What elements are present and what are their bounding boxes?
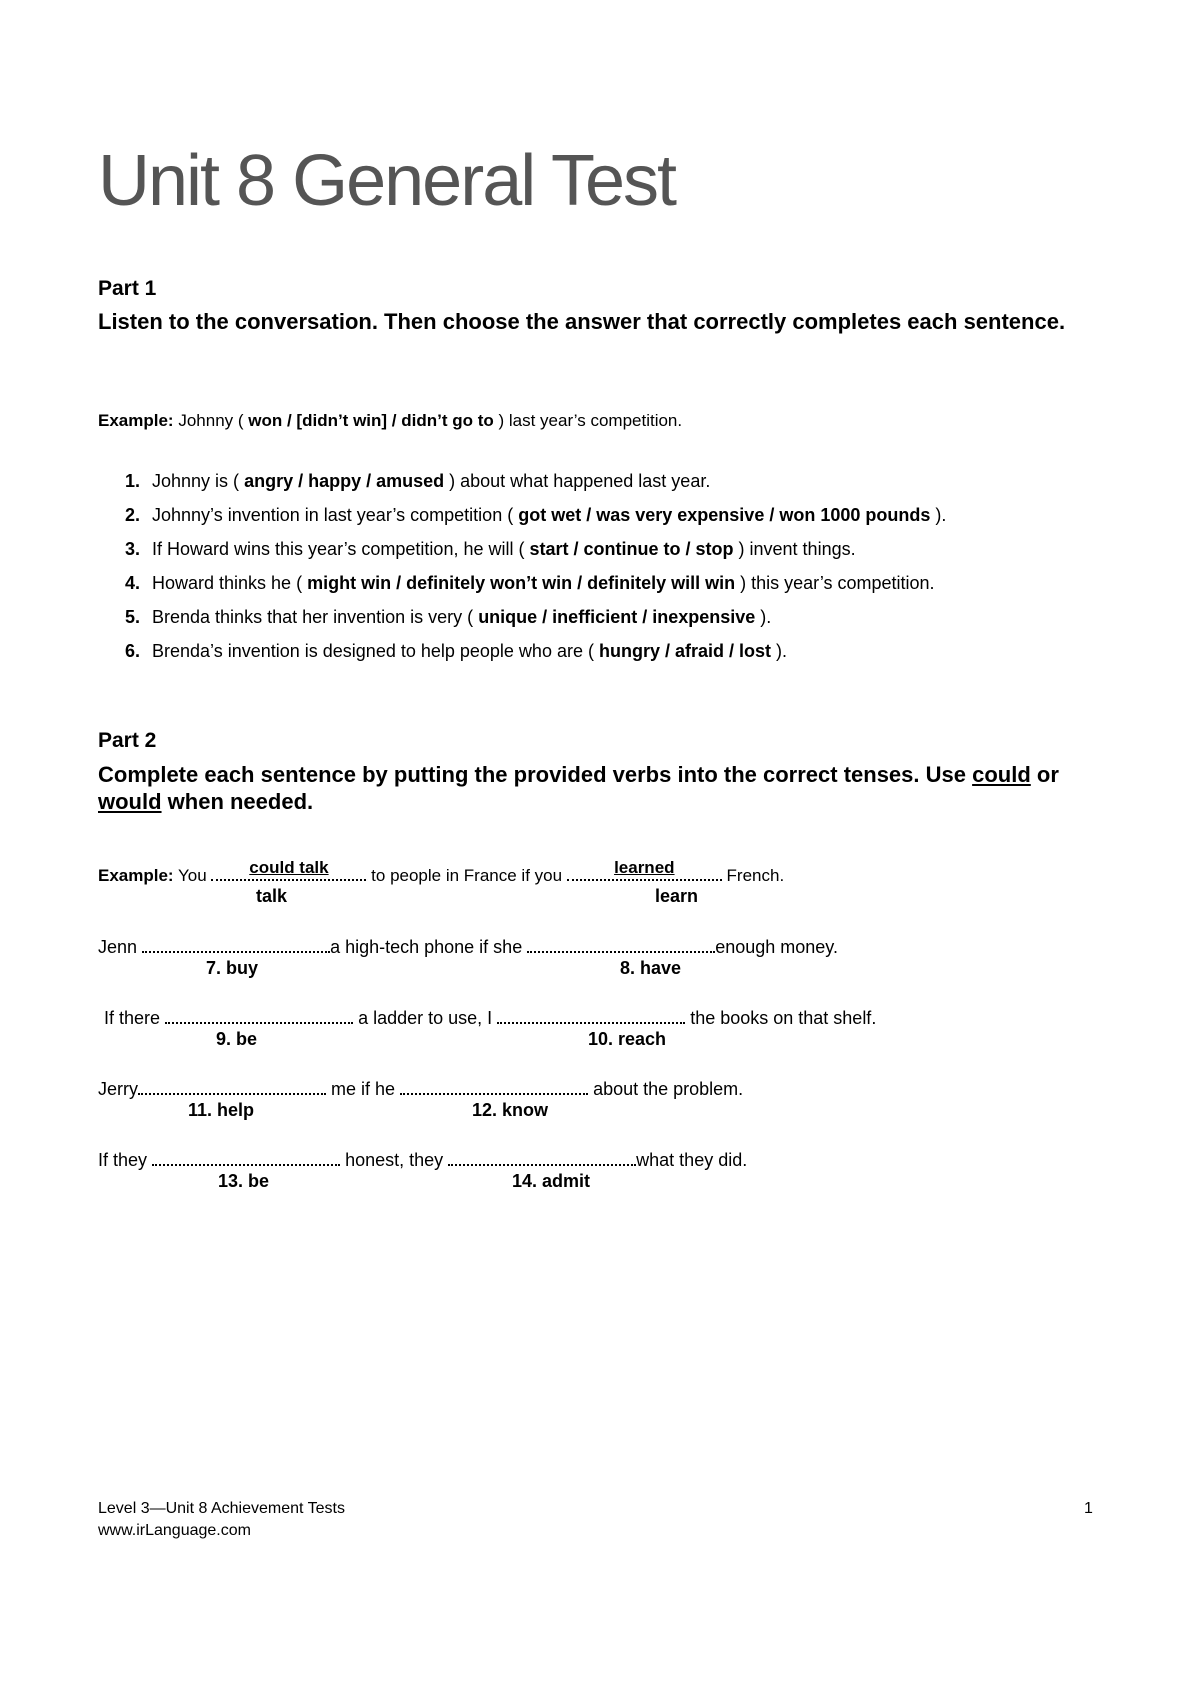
verb-hint: 12. know — [472, 1100, 549, 1120]
item-pre: Howard thinks he ( — [152, 573, 303, 593]
part1-example — [98, 411, 682, 431]
verb-hint: 9. be — [216, 1029, 258, 1049]
page-title: Unit 8 General Test — [98, 141, 675, 221]
sentence-text: Jerry — [98, 1079, 138, 1099]
part2-example — [98, 858, 785, 886]
item-number: 2. — [125, 505, 141, 525]
sentence-text: what they did. — [636, 1150, 748, 1170]
item-post: ) invent things. — [738, 539, 856, 559]
item-pre: Brenda thinks that her invention is very ( — [152, 607, 474, 627]
instruction-could: could — [972, 762, 1031, 787]
answer-blank[interactable] — [165, 1005, 353, 1024]
item-post: ) this year’s competition. — [740, 573, 935, 593]
answer-blank[interactable] — [400, 1076, 588, 1095]
verb-hint: 11. help — [188, 1100, 255, 1120]
verb-hint: learn — [655, 886, 699, 906]
verb-hint: 8. have — [620, 958, 682, 978]
item-options: start / continue to / stop — [529, 539, 734, 559]
sentence-text: Jenn — [98, 937, 138, 957]
answer-blank[interactable] — [448, 1147, 636, 1166]
verb-hint: 7. buy — [206, 958, 259, 978]
answer-blank[interactable] — [527, 934, 715, 953]
verb-hint: 14. admit — [512, 1171, 591, 1191]
example-options: won / [didn’t win] / didn’t go to — [248, 411, 494, 430]
list-item — [125, 471, 710, 492]
example-pre: Johnny ( — [178, 411, 244, 430]
part2-heading: Part 2 — [98, 729, 157, 752]
instruction-text: Complete each sentence by putting the provided verbs into the correct tenses. Use — [98, 762, 973, 787]
example-blank — [567, 858, 722, 881]
sentence-line — [98, 1147, 747, 1171]
page-number: 1 — [1084, 1500, 1093, 1517]
answer-blank[interactable] — [138, 1076, 326, 1095]
verb-hint: 10. reach — [588, 1029, 667, 1049]
item-options: angry / happy / amused — [244, 471, 445, 491]
item-options: might win / definitely won’t win / definitely will win — [307, 573, 736, 593]
sentence-line — [98, 1076, 743, 1100]
sentence-text: the books on that shelf. — [690, 1008, 877, 1028]
sentence-text: enough money. — [715, 937, 838, 957]
answer-blank[interactable] — [142, 934, 330, 953]
item-post: ). — [776, 641, 788, 661]
sentence-text: honest, they — [345, 1150, 444, 1170]
instruction-would: would — [98, 789, 162, 814]
example-post: ) last year’s competition. — [498, 411, 683, 430]
part1-instruction: Listen to the conversation. Then choose the answer that correctly completes each sentence. — [98, 309, 1066, 334]
sentence-text: a ladder to use, I — [358, 1008, 493, 1028]
verb-hint: talk — [256, 886, 288, 906]
example-text: to people in France if you — [371, 866, 563, 885]
example-answer: learned — [614, 858, 675, 877]
verb-hint: 13. be — [218, 1171, 270, 1191]
example-text: You — [178, 866, 207, 885]
item-post: ). — [935, 505, 947, 525]
instruction-text: when needed. — [161, 789, 314, 814]
list-item — [125, 607, 771, 628]
item-pre: Johnny’s invention in last year’s competition ( — [152, 505, 514, 525]
item-post: ) about what happened last year. — [449, 471, 711, 491]
example-blank — [211, 858, 366, 881]
item-number: 4. — [125, 573, 141, 593]
sentence-line — [98, 934, 838, 958]
item-options: got wet / was very expensive / won 1000 pounds — [518, 505, 931, 525]
instruction-text: or — [1030, 762, 1059, 787]
item-post: ). — [760, 607, 772, 627]
item-number: 6. — [125, 641, 141, 661]
item-number: 1. — [125, 471, 141, 491]
item-options: unique / inefficient / inexpensive — [478, 607, 756, 627]
footer-level: Level 3—Unit 8 Achievement Tests — [98, 1500, 345, 1517]
item-pre: If Howard wins this year’s competition, he will ( — [152, 539, 525, 559]
answer-blank[interactable] — [497, 1005, 685, 1024]
sentence-text: If there — [104, 1008, 161, 1028]
answer-blank[interactable] — [152, 1147, 340, 1166]
item-number: 3. — [125, 539, 141, 559]
item-number: 5. — [125, 607, 141, 627]
list-item — [125, 641, 787, 662]
part1-heading: Part 1 — [98, 277, 157, 300]
list-item — [125, 505, 946, 526]
example-text: French. — [726, 866, 785, 885]
item-pre: Johnny is ( — [152, 471, 240, 491]
sentence-line — [104, 1005, 876, 1029]
item-pre: Brenda’s invention is designed to help people who are ( — [152, 641, 594, 661]
sentence-text: me if he — [331, 1079, 396, 1099]
sentence-text: about the problem. — [593, 1079, 744, 1099]
part2-instruction — [98, 761, 1128, 815]
list-item — [125, 573, 935, 594]
item-options: hungry / afraid / lost — [598, 641, 772, 661]
sentence-text: a high-tech phone if she — [330, 937, 523, 957]
example-label: Example: — [98, 411, 174, 430]
example-answer: could talk — [249, 858, 329, 877]
example-label: Example: — [98, 866, 174, 885]
footer-website: www.irLanguage.com — [98, 1522, 251, 1539]
list-item — [125, 539, 856, 560]
sentence-text: If they — [98, 1150, 148, 1170]
